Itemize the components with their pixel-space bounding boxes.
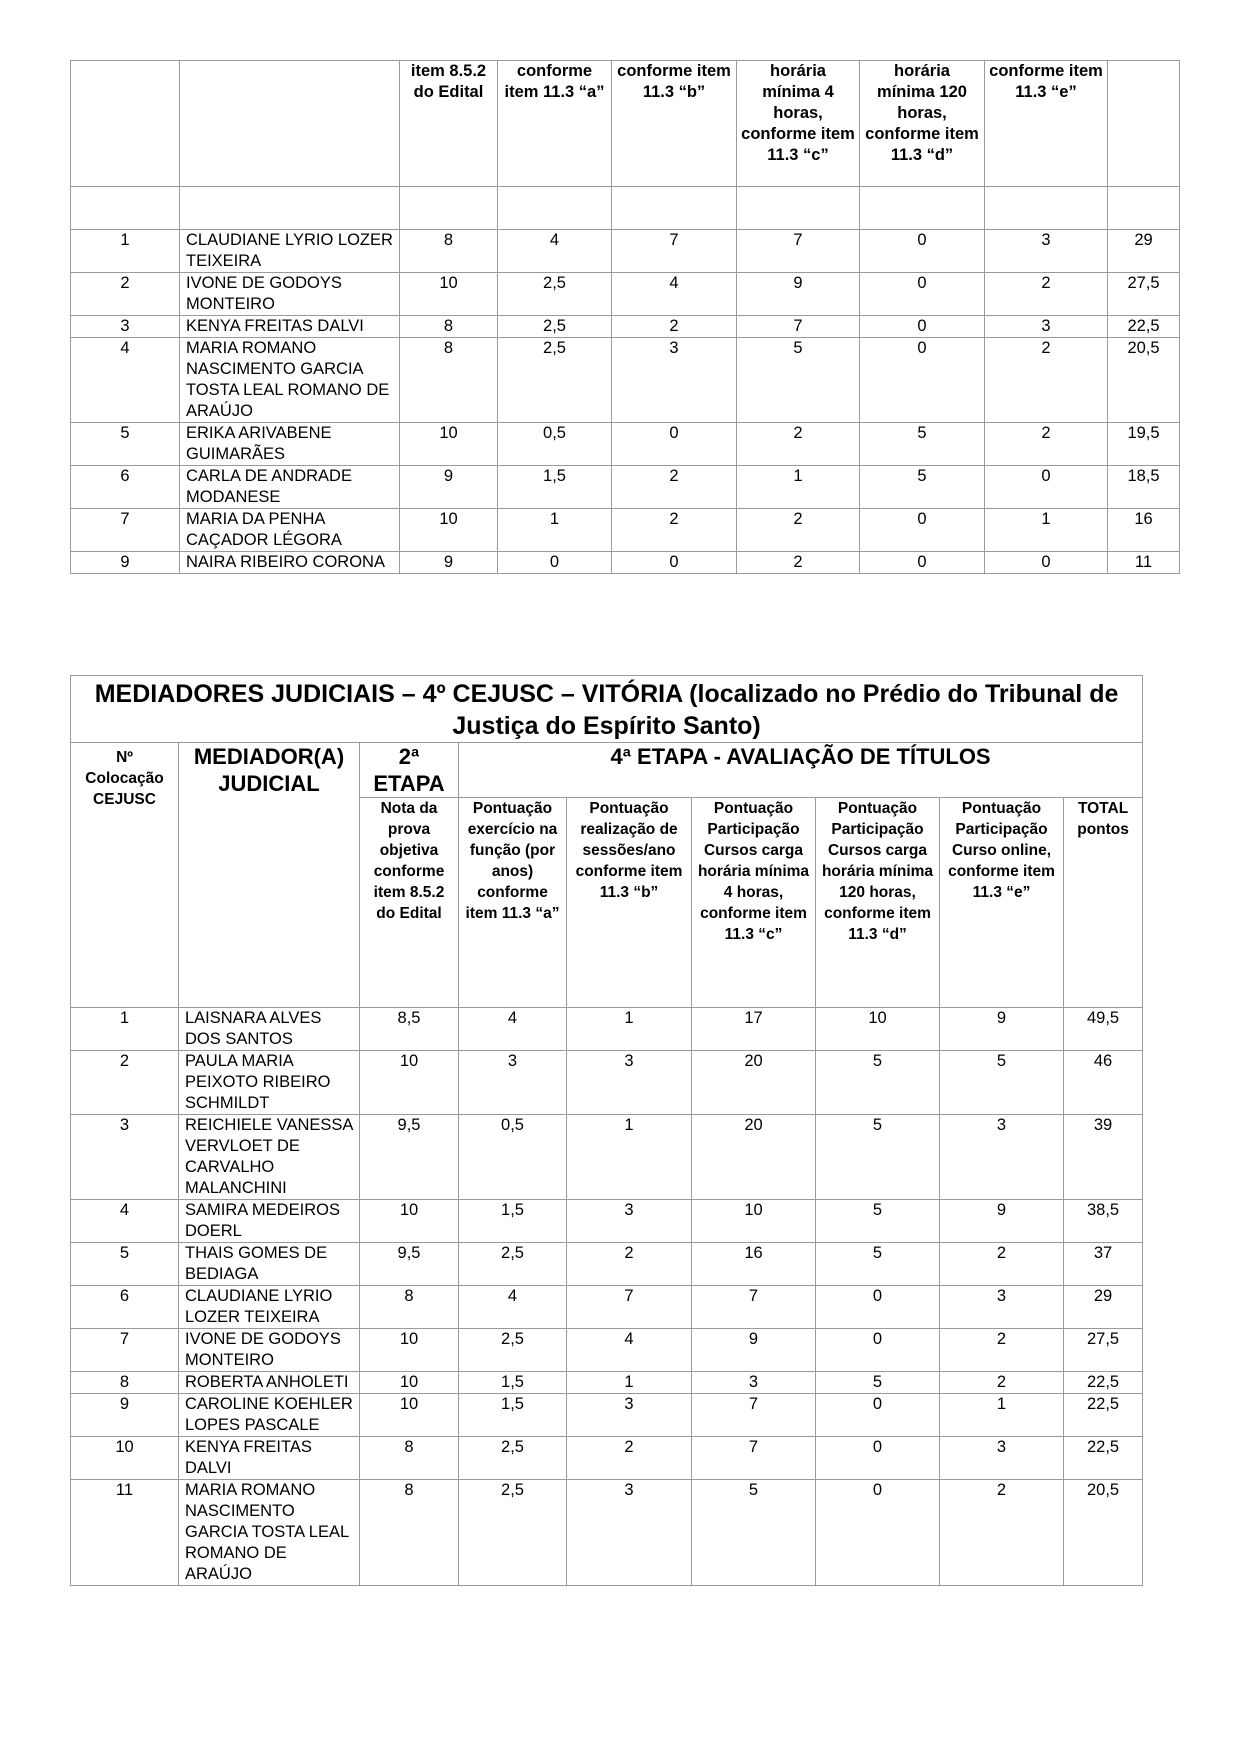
partial-header-cell: horária mínima 120 horas, conforme item 11.3 “d” xyxy=(860,61,985,187)
score-cell: 7 xyxy=(737,230,860,273)
total-cell: 29 xyxy=(1064,1286,1143,1329)
placement-cell: 3 xyxy=(71,1115,179,1200)
score-cell: 2 xyxy=(940,1480,1064,1586)
total-cell: 11 xyxy=(1108,552,1180,574)
score-cell: 0 xyxy=(985,466,1108,509)
score-cell: 10 xyxy=(360,1372,459,1394)
placement-cell: 7 xyxy=(71,1329,179,1372)
score-cell: 8 xyxy=(360,1437,459,1480)
partial-header-cell: conforme item 11.3 “b” xyxy=(612,61,737,187)
score-subheader: Pontuação Participação Cursos carga horária mínima 120 horas, conforme item 11.3 “d” xyxy=(816,798,940,1008)
score-cell: 0 xyxy=(860,552,985,574)
score-cell: 2,5 xyxy=(498,338,612,423)
total-cell: 27,5 xyxy=(1064,1329,1143,1372)
mediator-name-cell: ROBERTA ANHOLETI xyxy=(179,1372,360,1394)
total-cell: 27,5 xyxy=(1108,273,1180,316)
score-cell: 10 xyxy=(400,509,498,552)
score-cell: 5 xyxy=(737,338,860,423)
score-cell: 10 xyxy=(360,1051,459,1115)
score-cell: 2 xyxy=(567,1437,692,1480)
score-cell: 2 xyxy=(940,1372,1064,1394)
score-cell: 9 xyxy=(400,552,498,574)
total-cell: 22,5 xyxy=(1108,316,1180,338)
score-cell: 0 xyxy=(498,552,612,574)
table-row xyxy=(71,338,1180,423)
score-cell: 5 xyxy=(816,1372,940,1394)
placement-cell: 5 xyxy=(71,1243,179,1286)
placement-header: Nº Colocação CEJUSC xyxy=(71,743,179,1008)
score-cell: 9 xyxy=(400,466,498,509)
score-cell: 0 xyxy=(860,230,985,273)
mediator-name-cell: MARIA ROMANO NASCIMENTO GARCIA TOSTA LEAL ROMANO DE ARAÚJO xyxy=(180,338,400,423)
score-cell: 3 xyxy=(567,1200,692,1243)
mediator-name-cell: LAISNARA ALVES DOS SANTOS xyxy=(179,1008,360,1051)
placement-cell: 7 xyxy=(71,509,180,552)
mediator-name-cell: MARIA ROMANO NASCIMENTO GARCIA TOSTA LEAL ROMANO DE ARAÚJO xyxy=(179,1480,360,1586)
empty-row xyxy=(71,187,1180,230)
score-cell: 8 xyxy=(360,1286,459,1329)
score-cell: 2,5 xyxy=(459,1329,567,1372)
total-cell: 39 xyxy=(1064,1115,1143,1200)
cejusc-table-body xyxy=(71,1008,1143,1586)
score-cell: 0 xyxy=(985,552,1108,574)
score-cell: 7 xyxy=(692,1437,816,1480)
score-cell: 2 xyxy=(612,466,737,509)
total-cell: 46 xyxy=(1064,1051,1143,1115)
total-cell: 22,5 xyxy=(1064,1394,1143,1437)
score-cell: 4 xyxy=(612,273,737,316)
table-row xyxy=(71,466,1180,509)
score-cell: 10 xyxy=(360,1200,459,1243)
score-cell: 2 xyxy=(985,338,1108,423)
score-cell: 3 xyxy=(692,1372,816,1394)
score-cell: 0,5 xyxy=(498,423,612,466)
score-cell: 3 xyxy=(459,1051,567,1115)
score-cell: 1 xyxy=(737,466,860,509)
mediator-name-cell: CLAUDIANE LYRIO LOZER TEIXEIRA xyxy=(179,1286,360,1329)
total-cell: 37 xyxy=(1064,1243,1143,1286)
score-cell: 1,5 xyxy=(459,1394,567,1437)
total-cell: 18,5 xyxy=(1108,466,1180,509)
placement-cell: 11 xyxy=(71,1480,179,1586)
score-cell: 3 xyxy=(567,1051,692,1115)
score-cell: 8,5 xyxy=(360,1008,459,1051)
score-cell: 7 xyxy=(737,316,860,338)
stage2-header: 2ª ETAPA xyxy=(360,743,459,798)
table-row xyxy=(71,1372,1143,1394)
score-cell: 3 xyxy=(940,1115,1064,1200)
score-cell: 10 xyxy=(816,1008,940,1051)
score-cell: 2 xyxy=(940,1329,1064,1372)
score-cell: 9 xyxy=(692,1329,816,1372)
partial-header-cell: conforme item 11.3 “a” xyxy=(498,61,612,187)
partial-header-cell xyxy=(180,61,400,187)
score-cell: 0 xyxy=(860,316,985,338)
score-cell: 5 xyxy=(816,1243,940,1286)
score-cell: 2 xyxy=(737,509,860,552)
score-cell: 2 xyxy=(985,423,1108,466)
mediator-name-cell: CLAUDIANE LYRIO LOZER TEIXEIRA xyxy=(180,230,400,273)
placement-cell: 4 xyxy=(71,1200,179,1243)
placement-cell: 3 xyxy=(71,316,180,338)
score-cell: 10 xyxy=(360,1394,459,1437)
table-row xyxy=(71,1200,1143,1243)
total-cell: 20,5 xyxy=(1108,338,1180,423)
total-cell: 49,5 xyxy=(1064,1008,1143,1051)
ranking-table-body xyxy=(71,230,1180,574)
table-row xyxy=(71,509,1180,552)
score-cell: 1 xyxy=(498,509,612,552)
table-row xyxy=(71,1008,1143,1051)
score-cell: 7 xyxy=(567,1286,692,1329)
partial-header-cell xyxy=(1108,61,1180,187)
score-cell: 5 xyxy=(816,1200,940,1243)
mediator-name-cell: PAULA MARIA PEIXOTO RIBEIRO SCHMILDT xyxy=(179,1051,360,1115)
score-cell: 5 xyxy=(816,1051,940,1115)
placement-cell: 2 xyxy=(71,273,180,316)
score-cell: 0 xyxy=(816,1480,940,1586)
score-cell: 20 xyxy=(692,1051,816,1115)
score-cell: 1 xyxy=(567,1115,692,1200)
score-cell: 5 xyxy=(692,1480,816,1586)
score-cell: 0 xyxy=(816,1394,940,1437)
placement-cell: 9 xyxy=(71,552,180,574)
stage4-header: 4ª ETAPA - AVALIAÇÃO DE TÍTULOS xyxy=(459,743,1143,798)
score-cell: 3 xyxy=(985,316,1108,338)
partial-header-row xyxy=(71,61,1180,187)
table-row xyxy=(71,1051,1143,1115)
score-cell: 8 xyxy=(400,338,498,423)
total-cell: 19,5 xyxy=(1108,423,1180,466)
table-row xyxy=(71,1437,1143,1480)
score-cell: 0 xyxy=(816,1286,940,1329)
placement-cell: 6 xyxy=(71,466,180,509)
placement-cell: 9 xyxy=(71,1394,179,1437)
score-subheader: TOTAL pontos xyxy=(1064,798,1143,1008)
score-cell: 7 xyxy=(612,230,737,273)
score-cell: 0 xyxy=(860,273,985,316)
score-cell: 9,5 xyxy=(360,1115,459,1200)
score-cell: 2 xyxy=(940,1243,1064,1286)
score-cell: 2,5 xyxy=(459,1243,567,1286)
score-cell: 17 xyxy=(692,1008,816,1051)
score-cell: 16 xyxy=(692,1243,816,1286)
score-cell: 0 xyxy=(860,338,985,423)
mediator-name-cell: IVONE DE GODOYS MONTEIRO xyxy=(179,1329,360,1372)
placement-cell: 10 xyxy=(71,1437,179,1480)
table-title: MEDIADORES JUDICIAIS – 4º CEJUSC – VITÓRIA (localizado no Prédio do Tribunal de Justiça do Espírito Santo) xyxy=(71,676,1143,743)
score-cell: 1 xyxy=(567,1008,692,1051)
table-row xyxy=(71,1115,1143,1200)
score-cell: 9 xyxy=(940,1200,1064,1243)
score-cell: 1 xyxy=(940,1394,1064,1437)
placement-cell: 4 xyxy=(71,338,180,423)
score-cell: 4 xyxy=(567,1329,692,1372)
score-cell: 8 xyxy=(360,1480,459,1586)
score-cell: 0,5 xyxy=(459,1115,567,1200)
score-cell: 4 xyxy=(459,1008,567,1051)
partial-header-cell: item 8.5.2 do Edital xyxy=(400,61,498,187)
total-cell: 16 xyxy=(1108,509,1180,552)
placement-cell: 2 xyxy=(71,1051,179,1115)
score-cell: 4 xyxy=(459,1286,567,1329)
score-cell: 10 xyxy=(400,423,498,466)
score-cell: 3 xyxy=(940,1286,1064,1329)
mediator-name-cell: MARIA DA PENHA CAÇADOR LÉGORA xyxy=(180,509,400,552)
score-cell: 9 xyxy=(737,273,860,316)
score-cell: 2 xyxy=(985,273,1108,316)
score-cell: 1 xyxy=(567,1372,692,1394)
score-cell: 20 xyxy=(692,1115,816,1200)
score-cell: 0 xyxy=(612,423,737,466)
score-subheader: Pontuação Participação Cursos carga horária mínima 4 horas, conforme item 11.3 “c” xyxy=(692,798,816,1008)
score-cell: 2 xyxy=(567,1243,692,1286)
placement-cell: 8 xyxy=(71,1372,179,1394)
score-cell: 0 xyxy=(612,552,737,574)
placement-cell: 6 xyxy=(71,1286,179,1329)
score-cell: 5 xyxy=(860,466,985,509)
score-cell: 2 xyxy=(737,423,860,466)
score-cell: 3 xyxy=(567,1480,692,1586)
partial-header-cell: horária mínima 4 horas, conforme item 11.3 “c” xyxy=(737,61,860,187)
score-subheader: Pontuação exercício na função (por anos) conforme item 11.3 “a” xyxy=(459,798,567,1008)
score-cell: 3 xyxy=(612,338,737,423)
score-cell: 3 xyxy=(567,1394,692,1437)
score-cell: 2 xyxy=(737,552,860,574)
score-cell: 8 xyxy=(400,316,498,338)
partial-header-cell: conforme item 11.3 “e” xyxy=(985,61,1108,187)
score-cell: 2,5 xyxy=(498,273,612,316)
score-cell: 10 xyxy=(400,273,498,316)
total-cell: 29 xyxy=(1108,230,1180,273)
mediator-name-cell: THAIS GOMES DE BEDIAGA xyxy=(179,1243,360,1286)
score-cell: 9,5 xyxy=(360,1243,459,1286)
score-cell: 5 xyxy=(860,423,985,466)
placement-cell: 5 xyxy=(71,423,180,466)
mediator-header: MEDIADOR(A) JUDICIAL xyxy=(179,743,360,1008)
score-cell: 7 xyxy=(692,1394,816,1437)
placement-cell: 1 xyxy=(71,230,180,273)
score-cell: 2 xyxy=(612,316,737,338)
table-row xyxy=(71,1243,1143,1286)
table-row xyxy=(71,1480,1143,1586)
table-row xyxy=(71,1329,1143,1372)
score-subheader: Pontuação realização de sessões/ano conforme item 11.3 “b” xyxy=(567,798,692,1008)
score-cell: 1,5 xyxy=(498,466,612,509)
total-cell: 22,5 xyxy=(1064,1372,1143,1394)
mediator-name-cell: IVONE DE GODOYS MONTEIRO xyxy=(180,273,400,316)
score-cell: 10 xyxy=(692,1200,816,1243)
mediator-name-cell: CARLA DE ANDRADE MODANESE xyxy=(180,466,400,509)
table-row xyxy=(71,423,1180,466)
score-cell: 2,5 xyxy=(459,1480,567,1586)
placement-cell: 1 xyxy=(71,1008,179,1051)
score-cell: 1,5 xyxy=(459,1200,567,1243)
mediator-name-cell: SAMIRA MEDEIROS DOERL xyxy=(179,1200,360,1243)
score-cell: 9 xyxy=(940,1008,1064,1051)
table-row xyxy=(71,552,1180,574)
score-cell: 2,5 xyxy=(498,316,612,338)
score-cell: 10 xyxy=(360,1329,459,1372)
mediator-name-cell: CAROLINE KOEHLER LOPES PASCALE xyxy=(179,1394,360,1437)
score-cell: 7 xyxy=(692,1286,816,1329)
score-subheader: Nota da prova objetiva conforme item 8.5.2 do Edital xyxy=(360,798,459,1008)
score-cell: 1 xyxy=(985,509,1108,552)
score-cell: 3 xyxy=(985,230,1108,273)
score-cell: 5 xyxy=(940,1051,1064,1115)
total-cell: 22,5 xyxy=(1064,1437,1143,1480)
score-cell: 3 xyxy=(940,1437,1064,1480)
score-cell: 1,5 xyxy=(459,1372,567,1394)
mediator-name-cell: KENYA FREITAS DALVI xyxy=(179,1437,360,1480)
mediator-name-cell: ERIKA ARIVABENE GUIMARÃES xyxy=(180,423,400,466)
mediator-name-cell: KENYA FREITAS DALVI xyxy=(180,316,400,338)
total-cell: 20,5 xyxy=(1064,1480,1143,1586)
cejusc-vitoria-ranking-table xyxy=(70,675,1143,1586)
score-cell: 0 xyxy=(860,509,985,552)
partial-header-cell xyxy=(71,61,180,187)
score-cell: 8 xyxy=(400,230,498,273)
table-row xyxy=(71,1286,1143,1329)
score-cell: 0 xyxy=(816,1329,940,1372)
table-row xyxy=(71,230,1180,273)
score-cell: 5 xyxy=(816,1115,940,1200)
mediator-name-cell: NAIRA RIBEIRO CORONA xyxy=(180,552,400,574)
score-cell: 0 xyxy=(816,1437,940,1480)
score-cell: 2 xyxy=(612,509,737,552)
score-subheader: Pontuação Participação Curso online, conforme item 11.3 “e” xyxy=(940,798,1064,1008)
table-row xyxy=(71,316,1180,338)
total-cell: 38,5 xyxy=(1064,1200,1143,1243)
score-cell: 4 xyxy=(498,230,612,273)
table-row xyxy=(71,273,1180,316)
score-cell: 2,5 xyxy=(459,1437,567,1480)
ranking-table-continued xyxy=(70,60,1180,574)
table-row xyxy=(71,1394,1143,1437)
mediator-name-cell: REICHIELE VANESSA VERVLOET DE CARVALHO MALANCHINI xyxy=(179,1115,360,1200)
